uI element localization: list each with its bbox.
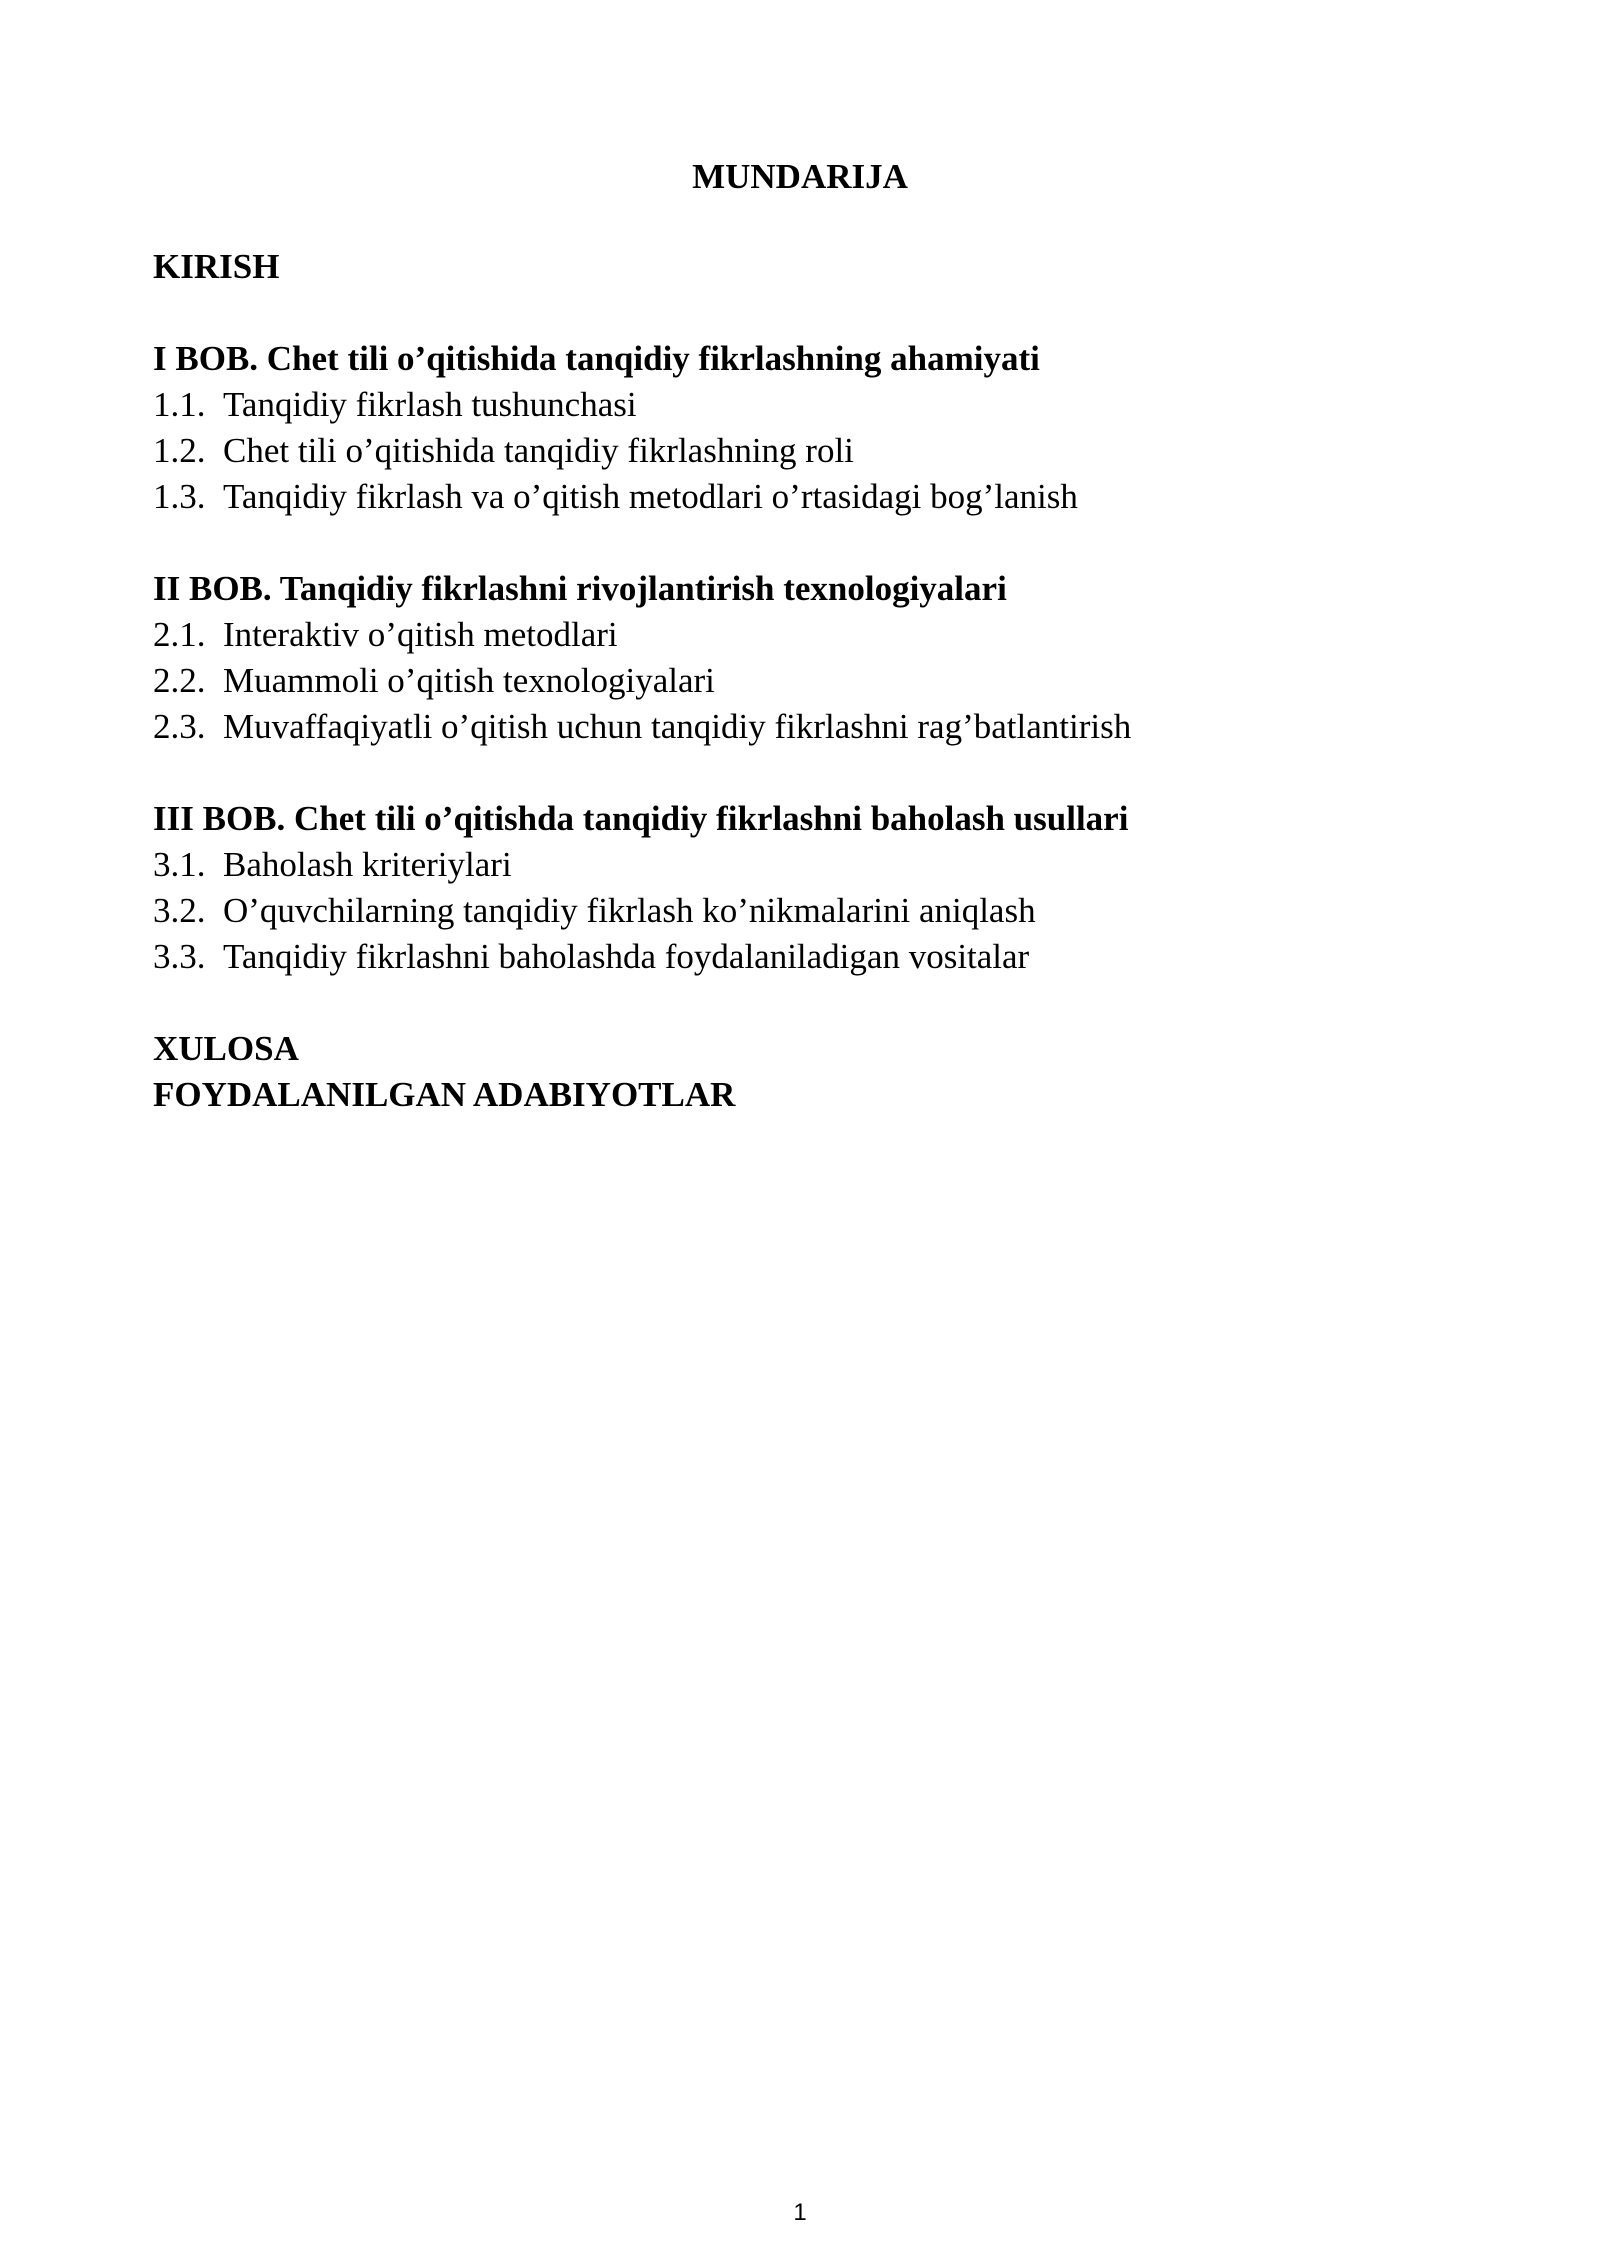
toc-section-text: Chet tili o’qitishida tanqidiy fikrlashning roli [223,431,854,470]
toc-section-2-1 [153,612,1453,658]
toc-intro: KIRISH [153,247,280,286]
document-title: MUNDARIJA [692,157,908,196]
toc-conclusion: XULOSA [153,1029,299,1068]
toc-section-text: Tanqidiy fikrlash tushunchasi [223,385,637,424]
toc-section-text: Interaktiv o’qitish metodlari [223,615,618,654]
toc-section-number: 3.1. [153,845,206,884]
toc-section-number: 2.1. [153,615,206,654]
toc-section-number: 1.1. [153,385,206,424]
toc-spacer [153,520,1453,566]
toc-section-1-2 [153,428,1453,474]
toc-section-number: 2.2. [153,661,206,700]
toc-section-number: 2.3. [153,707,206,746]
toc-references: FOYDALANILGAN ADABIYOTLAR [153,1075,736,1114]
toc-chapter-2-heading: II BOB. Tanqidiy fikrlashni rivojlantirish texnologiyalari [153,569,1007,608]
toc-section-3-3 [153,934,1453,980]
toc-section-number: 3.2. [153,891,206,930]
toc-section-text: Muvaffaqiyatli o’qitish uchun tanqidiy fikrlashni rag’batlantirish [223,707,1132,746]
toc-section-3-1 [153,842,1453,888]
toc-section-number: 3.3. [153,937,206,976]
toc-section-2-3 [153,704,1453,750]
toc-section-1-3 [153,474,1453,520]
toc-section-text: Tanqidiy fikrlashni baholashda foydalaniladigan vositalar [223,937,1030,976]
toc-spacer [153,750,1453,796]
toc-section-1-1 [153,382,1453,428]
table-of-contents [153,244,1453,1118]
toc-section-number: 1.3. [153,477,206,516]
page-number: 1 [793,2199,807,2226]
toc-section-text: Baholash kriteriylari [223,845,512,884]
toc-section-3-2 [153,888,1453,934]
toc-section-2-2 [153,658,1453,704]
toc-section-text: Muammoli o’qitish texnologiyalari [223,661,715,700]
toc-chapter-1-heading: I BOB. Chet tili o’qitishida tanqidiy fikrlashning ahamiyati [153,339,1040,378]
toc-section-text: Tanqidiy fikrlash va o’qitish metodlari o’rtasidagi bog’lanish [223,477,1078,516]
toc-section-text: O’quvchilarning tanqidiy fikrlash ko’nikmalarini aniqlash [223,891,1036,930]
toc-chapter-3-heading: III BOB. Chet tili o’qitishda tanqidiy fikrlashni baholash usullari [153,799,1129,838]
toc-spacer [153,290,1453,336]
toc-spacer [153,980,1453,1026]
toc-section-number: 1.2. [153,431,206,470]
